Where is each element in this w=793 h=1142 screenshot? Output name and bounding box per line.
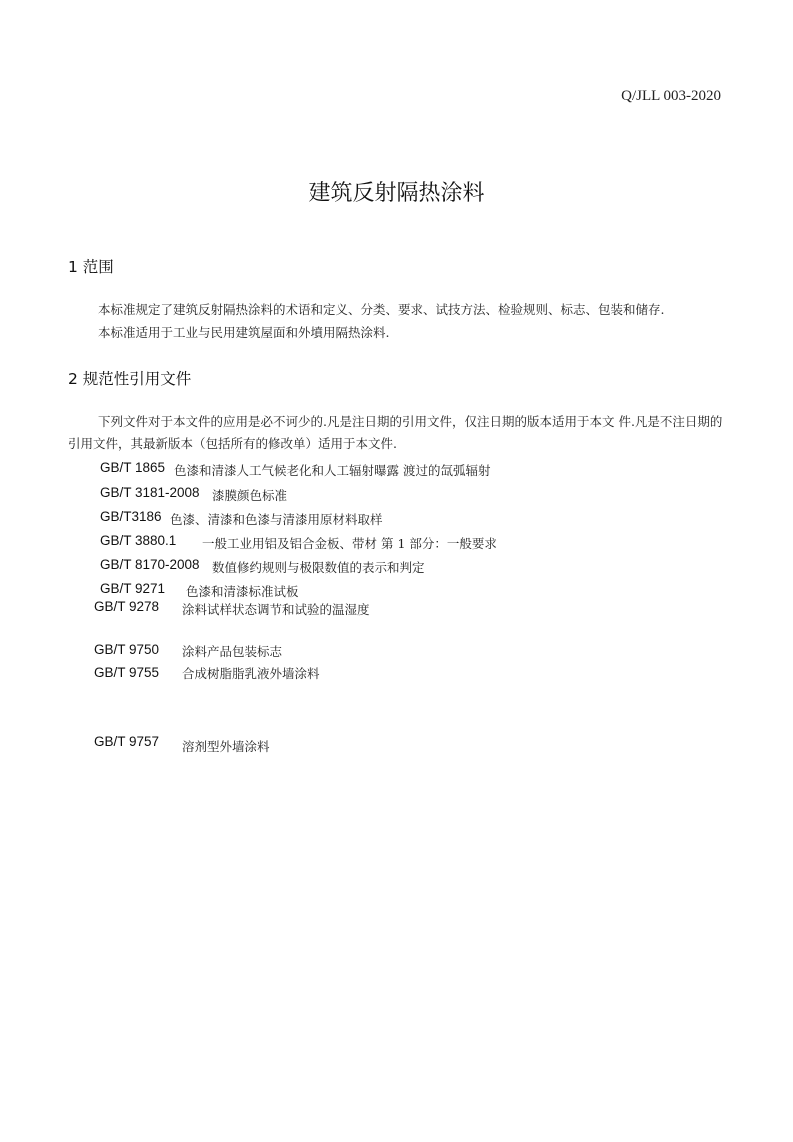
reference-code: GB/T 8170-2008 [100, 557, 200, 572]
section-heading-normative-references: 2 规范性引用文件 [68, 370, 192, 388]
standard-code: Q/JLL 003-2020 [621, 88, 721, 104]
reference-code: GB/T 1865 [100, 460, 166, 475]
reference-code: GB/T3186 [100, 509, 162, 524]
reference-code: GB/T 9755 [94, 665, 160, 680]
reference-title: 色漆和清漆标准试板 [186, 584, 299, 599]
reference-title: 漆膜颜色标准 [212, 488, 288, 503]
reference-code: GB/T 3181-2008 [100, 485, 200, 500]
document-title: 建筑反射隔热涂料 [308, 181, 485, 206]
reference-title: 色漆和清漆人工气候老化和人工辐射曝露 渡过的氙弧辐射 [174, 463, 491, 478]
reference-code: GB/T 9278 [94, 599, 160, 614]
reference-title: 涂料产品包装标志 [182, 644, 283, 659]
reference-code: GB/T 3880.1 [100, 533, 177, 548]
reference-title: 溶剂型外墙涂料 [182, 739, 270, 754]
reference-title: 数值修约规则与极限数值的表示和判定 [212, 560, 425, 575]
scope-paragraph-2: 本标准适用于工业与民用建筑屋面和外墳用隔热涂料. [98, 325, 390, 340]
scope-paragraph-1: 本标准规定了建筑反射隔热涂料的术语和定义、分类、要求、试技方法、检验规则、标志、包装和储存. [98, 302, 665, 317]
references-intro-paragraph: 下列文件对于本文件的应用是必不诃少的.凡是注日期的引用文件，仅注日期的版本适用于本文 件.凡是不注日期的引用文件，其最新版本（包括所有的修改单）适用于本文件. [68, 414, 723, 451]
section-heading-scope: 1 范围 [68, 258, 114, 276]
reference-title: 色漆、清漆和色漆与清漆用原材料取样 [170, 512, 383, 527]
reference-title: 合成树脂脂乳液外墙涂料 [182, 666, 320, 681]
reference-title: 一般工业用铝及铝合金板、带材 第 1 部分：一般要求 [202, 536, 497, 551]
reference-code: GB/T 9750 [94, 642, 160, 657]
reference-code: GB/T 9757 [94, 734, 160, 749]
reference-title: 涂料试样状态调节和试验的温湿度 [182, 602, 370, 617]
reference-code: GB/T 9271 [100, 581, 166, 596]
